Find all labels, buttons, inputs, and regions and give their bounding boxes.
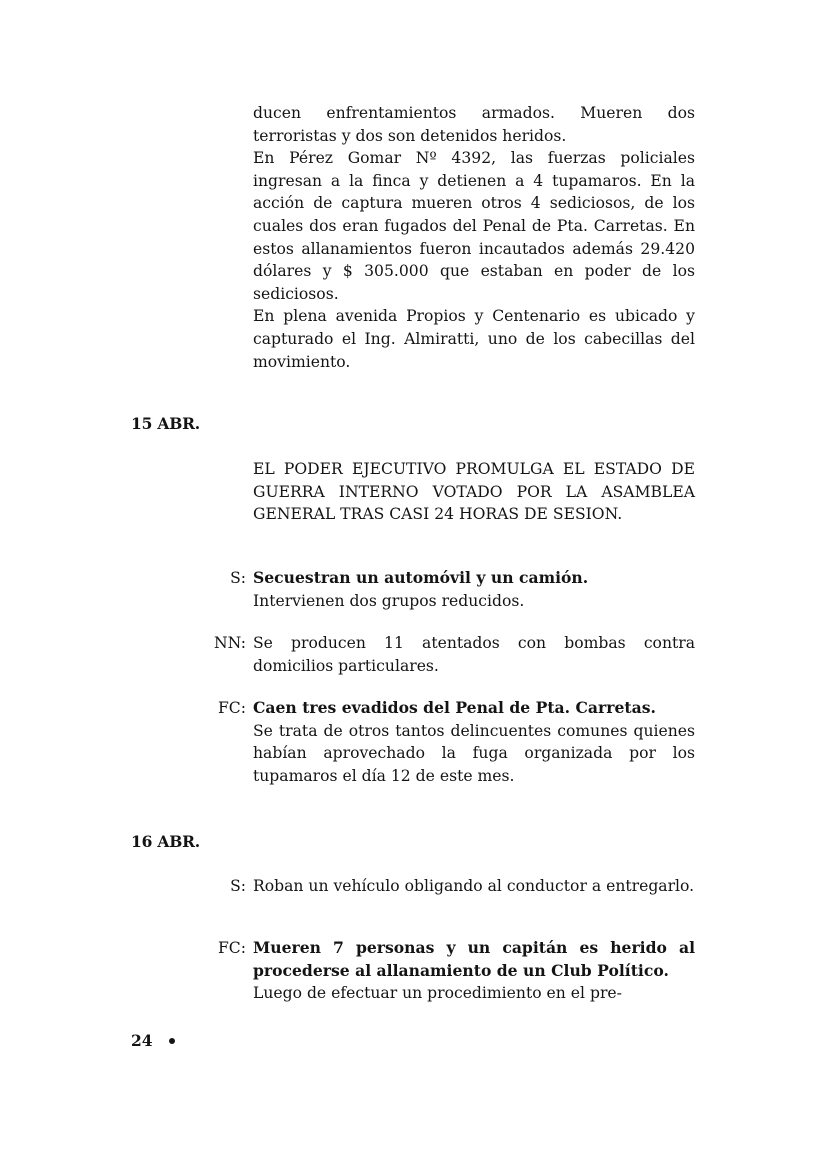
decree-headline: EL PODER EJECUTIVO PROMULGA EL ESTADO DE GUERRA INTERNO VOTADO POR LA ASAMBLEA GENERAL TRAS CASI 24 HORAS DE SESION. [253, 460, 695, 524]
entry-code: S: [230, 569, 246, 587]
entry-text: Se trata de otros tantos delincuentes comunes quienes habían aprovechado la fuga organizada por los tupamaros el día 12 de este mes. [253, 721, 695, 785]
lead-paragraph-3: En plena avenida Propios y Centenario es ubicado y capturado el Ing. Almiratti, uno de los cabecillas del movimiento. [253, 307, 695, 371]
date-heading-16-abr: 16 ABR. [131, 832, 200, 851]
entry-body [253, 875, 695, 898]
entry-headline: Caen tres evadidos del Penal de Pta. Carretas. [253, 698, 656, 717]
lead-paragraph-1: ducen enfrentamientos armados. Mueren dos terroristas y dos son detenidos heridos. [253, 104, 695, 145]
page-number: 24 [131, 1031, 153, 1050]
entry-text: Se producen 11 atentados con bombas contra domicilios particulares. [253, 634, 695, 675]
entry-code: NN: [214, 634, 246, 652]
entry-code: S: [230, 877, 246, 895]
entry-text: Roban un vehículo obligando al conductor a entregarlo. [253, 877, 695, 895]
lead-text-column [253, 102, 695, 373]
entry-headline: Secuestran un automóvil y un camión. [253, 568, 589, 587]
entry-text: Intervienen dos grupos reducidos. [253, 591, 525, 610]
page-footer [131, 1030, 175, 1052]
entry-code: FC: [217, 699, 246, 717]
entry-body [253, 937, 695, 1005]
date-heading-15-abr: 15 ABR. [131, 414, 200, 433]
bullet-dot-icon [169, 1038, 175, 1044]
entry-headline: Mueren 7 personas y un capitán es herido al procederse al allanamiento de un Club Político. [253, 938, 695, 980]
lead-paragraph-2: En Pérez Gomar Nº 4392, las fuerzas policiales ingresan a la finca y detienen a 4 tupamaros. En la acción de captura mueren otros 4 sediciosos, de los cuales dos eran fugados del Penal de Pta. Carretas. En estos allanamientos fueron incautados además 29.420 dólares y $ 305.000 que estaban en poder de los sediciosos. [253, 149, 695, 303]
entry-code: FC: [217, 939, 246, 957]
entry-text: Luego de efectuar un procedimiento en el pre- [253, 984, 622, 1003]
entry-body [253, 567, 695, 612]
entry-body [253, 697, 695, 787]
entry-body [253, 632, 695, 677]
